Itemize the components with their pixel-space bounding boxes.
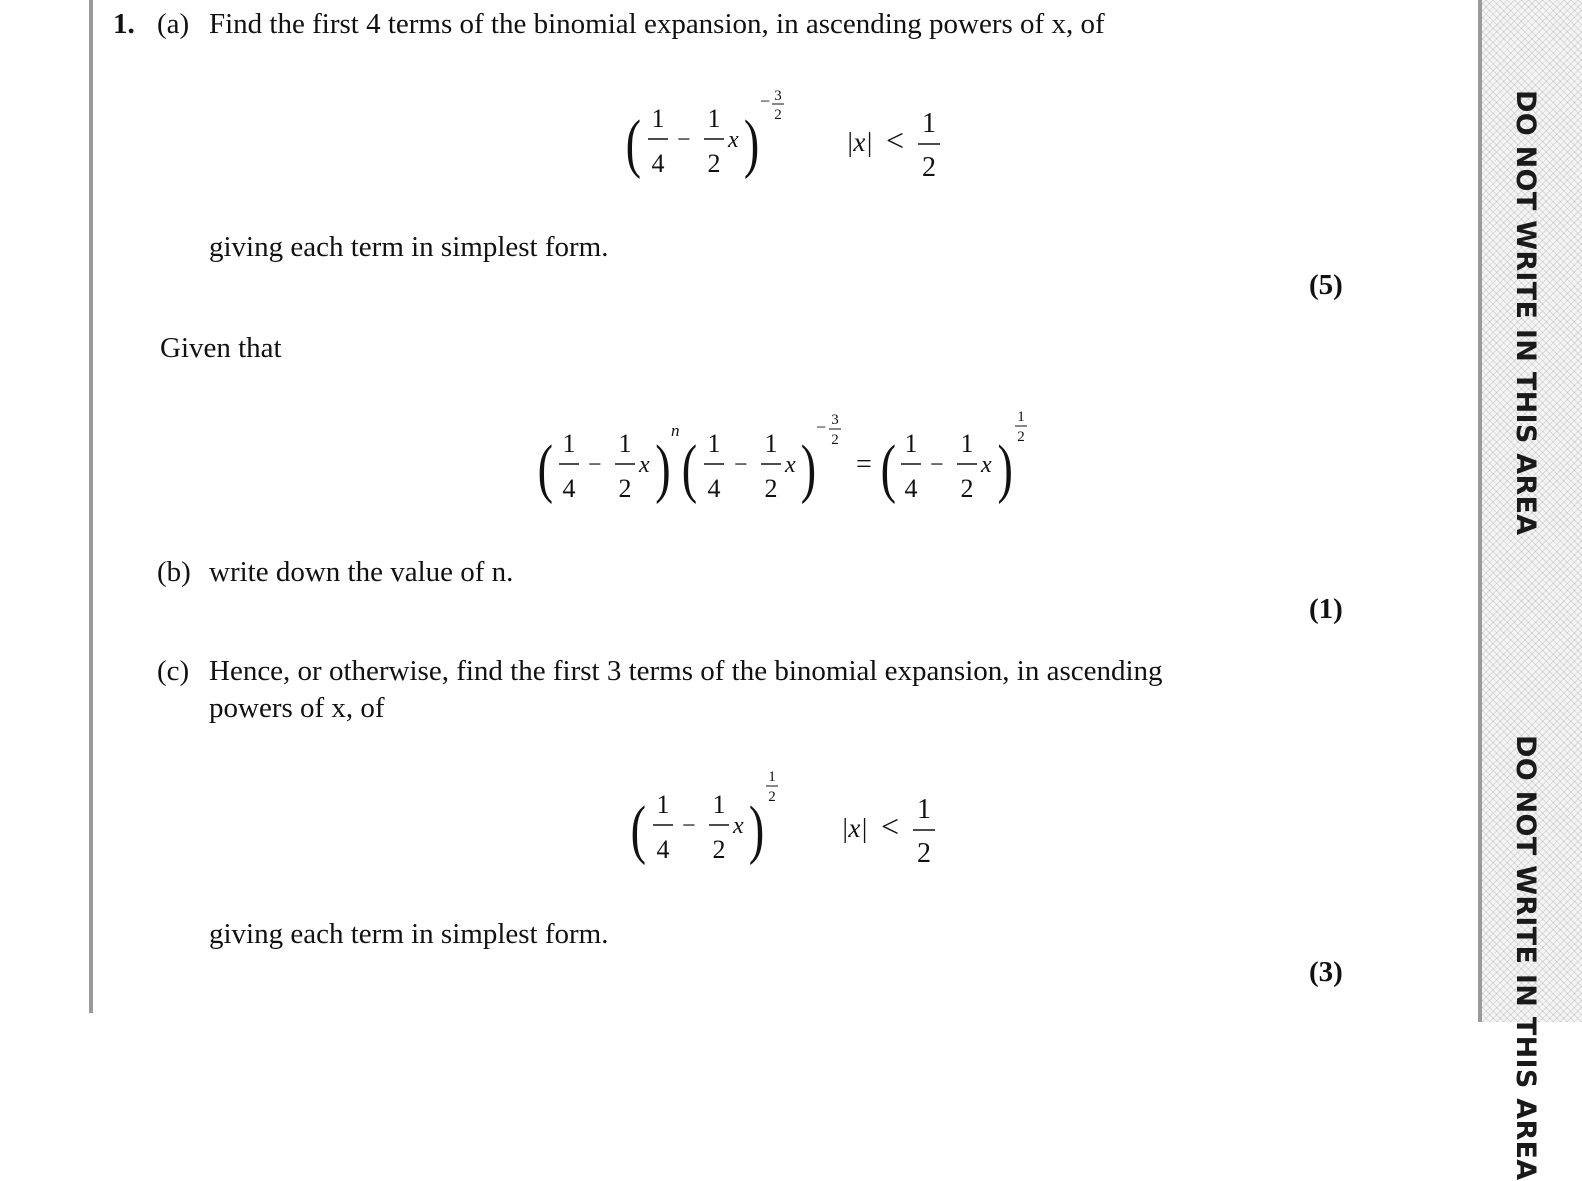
- exp-numerator: 1: [1017, 409, 1025, 425]
- part-b-marks: (1): [1309, 593, 1343, 625]
- exp-numerator: 3: [774, 88, 782, 104]
- frac-numerator: 1: [707, 104, 721, 133]
- paren-close: ): [800, 432, 817, 506]
- variable-x: x: [733, 813, 744, 839]
- do-not-write-notice-upper: DO NOT WRITE IN THIS AREA: [1510, 90, 1541, 536]
- frac-numerator: 1: [712, 790, 726, 819]
- frac-denominator: 4: [562, 474, 576, 503]
- frac-denominator: 4: [904, 474, 918, 503]
- paren-open: (: [537, 432, 553, 506]
- frac-numerator: 1: [960, 429, 974, 458]
- part-a-marks: (5): [1309, 269, 1343, 301]
- minus-sign: −: [588, 452, 602, 478]
- part-a-instruction: giving each term in simplest form.: [209, 231, 609, 263]
- part-a-prompt: Find the first 4 terms of the binomial expansion, in ascending powers of x, of: [209, 8, 1105, 40]
- paren-open: (: [625, 107, 641, 181]
- part-c-prompt-line1: Hence, or otherwise, find the first 3 terms of the binomial expansion, in ascending: [209, 655, 1163, 687]
- frac-denominator: 4: [656, 835, 670, 864]
- page-left-border: [89, 0, 93, 1013]
- part-c-label: (c): [157, 655, 190, 687]
- frac-denominator: 2: [922, 152, 936, 183]
- frac-numerator: 1: [656, 790, 670, 819]
- exp-denominator: 2: [768, 789, 776, 805]
- frac-numerator: 1: [562, 429, 576, 458]
- exp-minus: −: [816, 417, 827, 437]
- formula-c: [625, 764, 965, 879]
- minus-sign: −: [734, 452, 748, 478]
- frac-numerator: 1: [764, 429, 778, 458]
- variable-x: x: [639, 452, 650, 478]
- frac-denominator: 2: [707, 149, 721, 178]
- part-c-marks: (3): [1309, 956, 1343, 988]
- variable-x: x: [785, 452, 796, 478]
- minus-sign: −: [677, 127, 691, 153]
- frac-denominator: 2: [712, 835, 726, 864]
- exp-minus: −: [760, 91, 771, 111]
- exp-numerator: 3: [831, 412, 839, 428]
- given-that-label: Given that: [160, 332, 282, 364]
- frac-numerator: 1: [618, 429, 632, 458]
- frac-denominator: 2: [764, 474, 778, 503]
- formula-given: [532, 402, 1042, 519]
- minus-sign: −: [930, 452, 944, 478]
- variable-x: x: [981, 452, 992, 478]
- frac-denominator: 2: [618, 474, 632, 503]
- paren-open: (: [880, 432, 896, 506]
- paren-close: ): [997, 432, 1013, 506]
- equals-sign: =: [856, 449, 872, 480]
- frac-numerator: 1: [917, 794, 931, 825]
- less-than: <: [881, 808, 900, 844]
- less-than: <: [886, 122, 905, 158]
- question-number: 1.: [113, 8, 135, 40]
- abs-x: |x|: [841, 813, 868, 843]
- frac-numerator: 1: [707, 429, 721, 458]
- part-c-instruction: giving each term in simplest form.: [209, 918, 609, 950]
- abs-x: |x|: [846, 127, 873, 157]
- part-b-prompt: write down the value of n.: [209, 556, 514, 588]
- variable-x: x: [728, 127, 739, 153]
- exp-denominator: 2: [831, 432, 839, 448]
- frac-numerator: 1: [651, 104, 665, 133]
- do-not-write-notice-lower: DO NOT WRITE IN THIS AREA: [1510, 735, 1541, 1181]
- part-a-label: (a): [157, 8, 190, 40]
- frac-denominator: 4: [651, 149, 665, 178]
- frac-denominator: 2: [960, 474, 974, 503]
- exp-numerator: 1: [768, 769, 776, 785]
- minus-sign: −: [682, 813, 696, 839]
- part-b-label: (b): [157, 556, 191, 588]
- exponent-n: n: [671, 421, 680, 440]
- paren-open: (: [681, 432, 698, 506]
- paren-close: ): [655, 432, 671, 506]
- frac-denominator: 4: [707, 474, 721, 503]
- frac-numerator: 1: [904, 429, 918, 458]
- exp-denominator: 2: [774, 107, 782, 123]
- paren-close: ): [743, 107, 760, 181]
- part-c-prompt-line2: powers of x, of: [209, 692, 385, 724]
- paren-close: ): [748, 793, 765, 867]
- frac-denominator: 2: [917, 838, 931, 869]
- exp-denominator: 2: [1017, 429, 1025, 445]
- formula-a: [620, 80, 960, 195]
- paren-open: (: [630, 793, 646, 867]
- frac-numerator: 1: [922, 108, 936, 139]
